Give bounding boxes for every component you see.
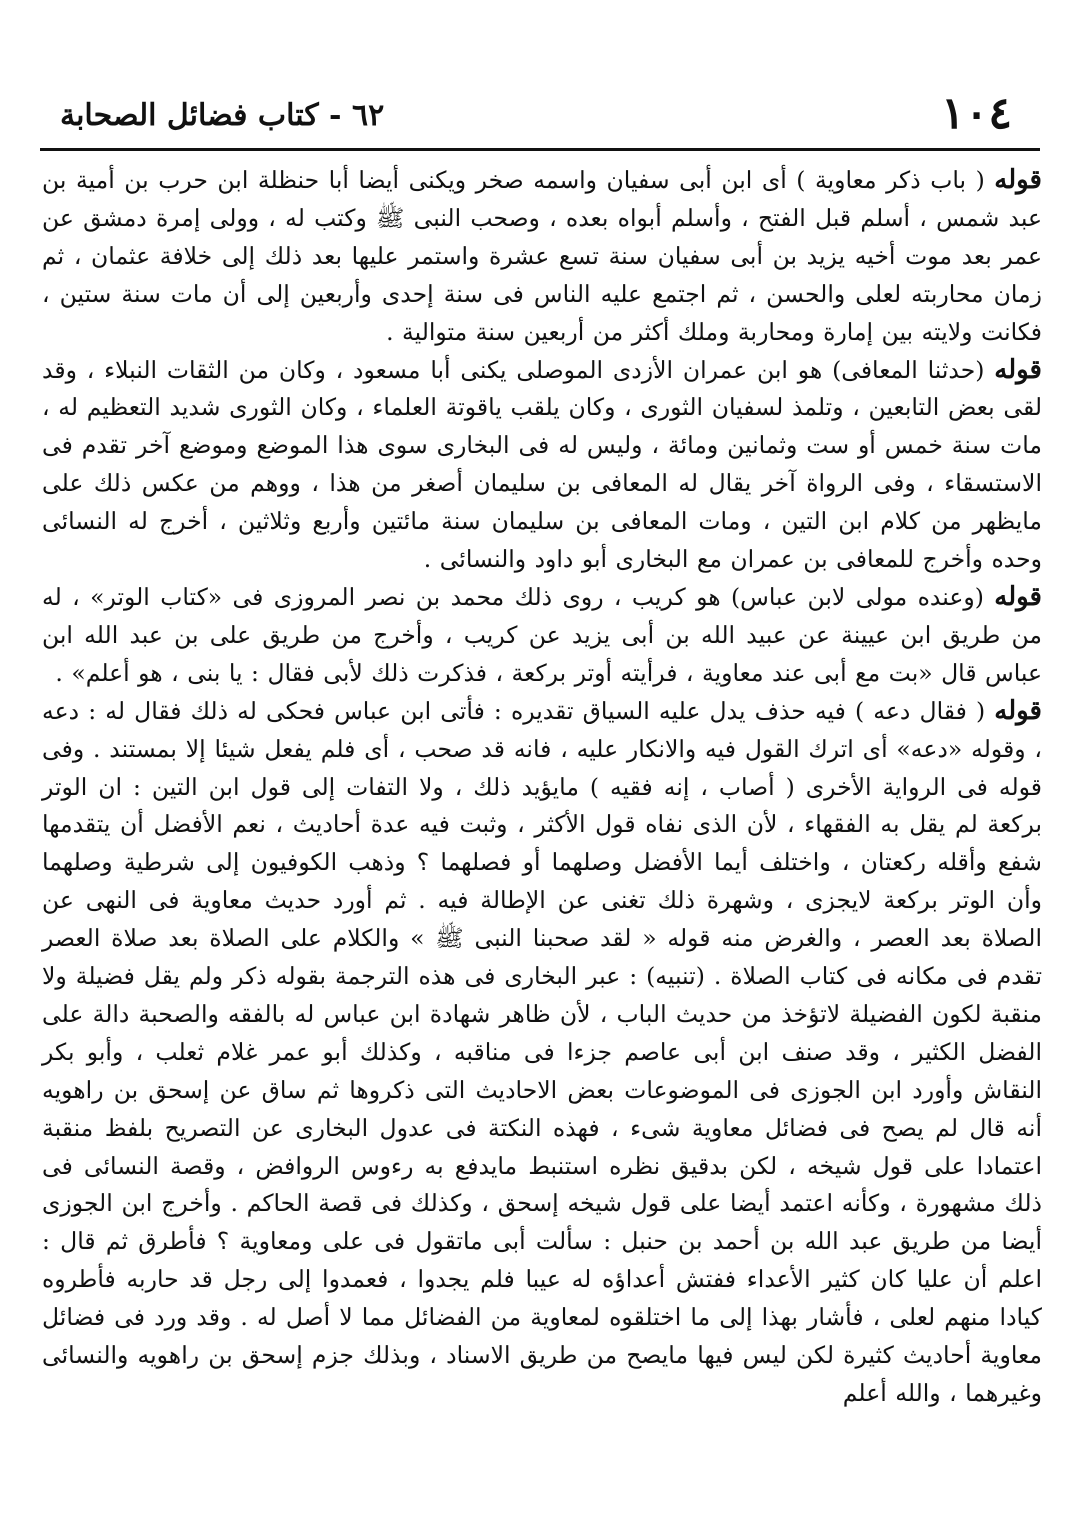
paragraph-text: (وعنده مولى لابن عباس) هو كريب ، روى ذلك محمد بن نصر المروزى فى «كتاب الوتر» ، له من طريق ابن عيينة عن عبيد الله بن أبى يزيد عن كريب ، وأخرج من طريق على بن عبد الله ابن عباس قال «بت مع أبى عند معاوية ، فرأيته أوتر بركعة ، فذكرت ذلك لأبى فقال : يا بنى ، هو أعلم» .: [42, 582, 1042, 687]
paragraph-text: ( فقال دعه ) فيه حذف يدل عليه السياق تقديره : فأتى ابن عباس فحكى له ذلك فقال له : دعه ، وقوله «دعه» أى اترك القول فيه والانكار عليه ، فانه قد صحب ، أى فلم يفعل شيئا إلا بمستند . وفى قوله فى الرواية الأخرى ( أصاب ، إنه فقيه ) مايؤيد ذلك ، ولا التفات إلى قول ابن التين : ان الوتر بركعة لم يقل به الفقهاء ، لأن الذى نفاه قول الأكثر ، وثبت فيه عدة أحاديث ، نعم الأفضل أن يتقدمها شفع وأقله ركعتان ، واختلف أيما الأفضل وصلهما أو فصلهما ؟ وذهب الكوفيون إلى شرطية وصلهما وأن الوتر بركعة لايجزى ، وشهرة ذلك تغنى عن الإطالة فيه . ثم أورد حديث معاوية فى النهى عن الصلاة بعد العصر ، والغرض منه قوله « لقد صحبنا النبى ﷺ » والكلام على الصلاة بعد صلاة العصر تقدم فى مكانه فى كتاب الصلاة . (تنبيه) : عبر البخارى فى هذه الترجمة بقوله ذكر ولم يقل فضيلة ولا منقبة لكون الفضيلة لاتؤخذ من حديث الباب ، لأن ظاهر شهادة ابن عباس له بالفقه والصحبة دالة على الفضل الكثير ، وقد صنف ابن أبى عاصم جزءا فى مناقبه ، وكذلك أبو عمر غلام ثعلب ، وأبو بكر النقاش وأورد ابن الجوزى فى الموضوعات بعض الاحاديث التى ذكروها ثم ساق عن إسحق بن راهويه أنه قال لم يصح فى فضائل معاوية شىء ، فهذه النكتة فى عدول البخارى عن التصريح بلفظ منقبة اعتمادا على قول شيخه ، لكن بدقيق نظره استنبط مايدفع به رءوس الروافض ، وقصة النسائى فى ذلك مشهورة ، وكأنه اعتمد أيضا على قول شيخه إسحق ، وكذلك فى قصة الحاكم . وأخرج ابن الجوزى أيضا من طريق عبد الله بن أحمد بن حنبل : سألت أبى ماتقول فى على ومعاوية ؟ فأطرق ثم قال : اعلم أن عليا كان كثير الأعداء ففتش أعداؤه له عيبا فلم يجدوا ، فعمدوا إلى رجل قد حاربه فأطروه كيادا منهم لعلى ، فأشار بهذا إلى ما اختلقوه لمعاوية من الفضائل مما لا أصل له . وقد ورد فى فضائل معاوية أحاديث كثيرة لكن ليس فيها مايصح من طريق الاسناد ، وبذلك جزم إسحق بن راهويه والنسائى وغيرهما ، والله أعلم: [42, 696, 1042, 1407]
page-number: ١٠٤: [941, 88, 1012, 139]
paragraph-mawla-ibn-abbas: [42, 579, 1042, 693]
qawluhu-marker: قوله: [994, 165, 1042, 195]
qawluhu-marker: قوله: [994, 695, 1042, 726]
paragraph-bab-dhikr-muawiya: [42, 162, 1042, 352]
commentary-body: [42, 162, 1042, 1413]
paragraph-text: ( باب ذكر معاوية ) أى ابن أبى سفيان واسمه صخر ويكنى أيضا أبا حنظلة ابن حرب بن أمية بن عبد شمس ، أسلم قبل الفتح ، وأسلم أبواه بعده ، وصحب النبى ﷺ وكتب له ، وولى إمرة دمشق عن عمر بعد موت أخيه يزيد بن أبى سفيان سنة تسع عشرة واستمر عليها بعد ذلك إلى خلافة عثمان ، ثم زمان محاربته لعلى والحسن ، ثم اجتمع عليه الناس فى سنة إحدى وأربعين إلى أن مات سنة ستين ، فكانت ولايته بين إمارة ومحاربة وملك أكثر من أربعين سنة متوالية .: [42, 166, 1042, 346]
header-divider: [40, 148, 1040, 151]
paragraph-al-muafa: [42, 352, 1042, 579]
running-title: ٦٢ - كتاب فضائل الصحابة: [60, 98, 385, 133]
qawluhu-marker: قوله: [994, 581, 1042, 612]
qawluhu-marker: قوله: [994, 354, 1042, 385]
paragraph-text: (حدثنا المعافى) هو ابن عمران الأزدى الموصلى يكنى أبا مسعود ، وكان من الثقات النبلاء ، وقد لقى بعض التابعين ، وتلمذ لسفيان الثورى ، وكان يلقب ياقوتة العلماء ، وكان الثورى شديد التعظيم له ، مات سنة خمس أو ست وثمانين ومائة ، وليس له فى البخارى سوى هذا الموضع وموضع آخر تقدم فى الاستسقاء ، وفى الرواة آخر يقال له المعافى بن سليمان أصغر من هذا ، ووهم من عكس ذلك على مايظهر من كلام ابن التين ، ومات المعافى بن سليمان سنة مائتين وأربع وثلاثين ، أخرج له النسائى وحده وأخرج للمعافى بن عمران مع البخارى أبو داود والنسائى .: [42, 355, 1042, 574]
paragraph-faqala-daahu: [42, 693, 1042, 1413]
page-header: [40, 86, 1040, 146]
